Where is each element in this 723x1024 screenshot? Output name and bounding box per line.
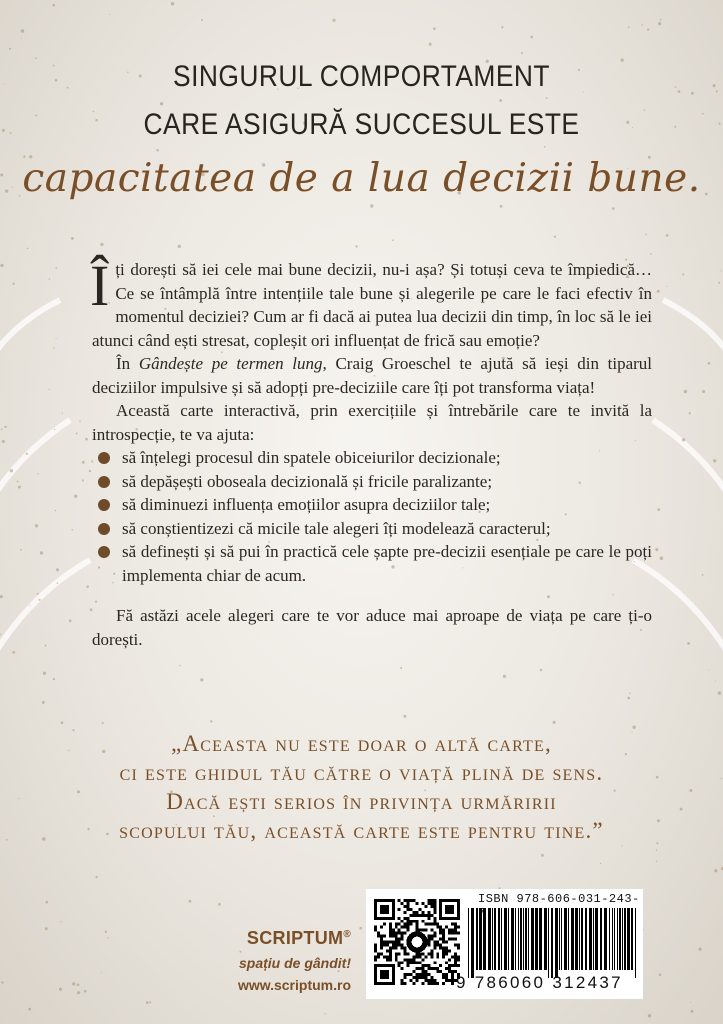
list-item [92,517,652,541]
intro-paragraph [90,253,652,352]
book-title: Gândește pe termen lung [138,354,323,373]
publisher-name: SCRIPTUM [246,928,344,948]
list-item [92,540,652,587]
book-description [90,253,653,651]
list-item-text: să definești și să pui în practică cele șapte pre-decizii esențiale pe care le poți implementa chiar de acum. [122,542,652,585]
bullet-icon [98,499,110,511]
publisher-url[interactable]: www.scriptum.ro [237,977,351,993]
benefit-list [92,446,652,587]
quote-line-2: ci este ghidul tău către o viață plină de sens. [119,760,604,785]
barcode-panel [366,889,643,999]
endorsement-quote [0,729,723,845]
list-item [92,493,652,517]
author-paragraph-rest: , Craig Groeschel te ajută să ieși din tiparul deciziilor impulsive și să adopți pre-deciziile care îți pot transforma viața! [92,354,653,397]
isbn-label: ISBN 978-606-031-243- [478,892,640,906]
publisher-logo [238,928,351,949]
intro-text: ți dorești să iei cele mai bune decizii, nu-i așa? Și totuși ceva te împiedică… Ce se întâmplă între intențiile tale bune și alegerile pe care le faci efectiv în momentul deciziei? Cum ar fi dacă ai putea lua decizii din timp, în loc să le iei atunci când ești stresat, copleșit ori influențat de frică sau emoție? [92,260,652,350]
list-item-text: să conștientizezi că micile tale alegeri îți modelează caracterul; [122,518,551,538]
quote-line-1: „Aceasta nu este doar o altă carte, [171,731,552,756]
drop-cap: Î [90,253,110,318]
isbn-barcode [466,908,638,978]
list-item-text: să diminuezi influența emoțiilor asupra deciziilor tale; [122,495,491,514]
author-paragraph-lead: În [116,354,139,373]
interactive-paragraph: Această carte interactivă, prin exercițiile și întrebările care te invită la introspecție, te va ajuta: [92,401,652,444]
qr-code[interactable] [374,899,460,985]
quote-line-4: scopului tău, această carte este pentru tine.” [119,818,604,843]
bullet-icon [98,546,110,558]
bullet-icon [98,476,110,488]
list-item-text: să depășești oboseala decizională și fricile paralizante; [122,471,493,491]
bullet-icon [98,452,110,464]
headline-line-2: CARE ASIGURĂ SUCCESUL ESTE [143,108,580,141]
author-paragraph [92,352,652,399]
headline-line-1: SINGURUL COMPORTAMENT [173,60,550,93]
barcode-number: 9 786060 312437 [456,973,623,992]
list-item [92,470,652,494]
list-item-text: să înțelegi procesul din spatele obiceiurilor decizionale; [122,448,501,467]
registered-mark: ® [343,929,351,940]
quote-line-3: Dacă ești serios în privința urmăririi [166,789,557,814]
publisher-slogan: spațiu de gândit! [239,955,351,971]
closing-paragraph: Fă astăzi acele alegeri care te vor aduce mai aproape de viața pe care ți-o dorești. [92,606,652,649]
bullet-icon [98,523,110,535]
headline-script-line: capacitatea de a lua decizii bune. [22,156,701,201]
publisher-block [238,928,351,993]
list-item [92,446,652,470]
